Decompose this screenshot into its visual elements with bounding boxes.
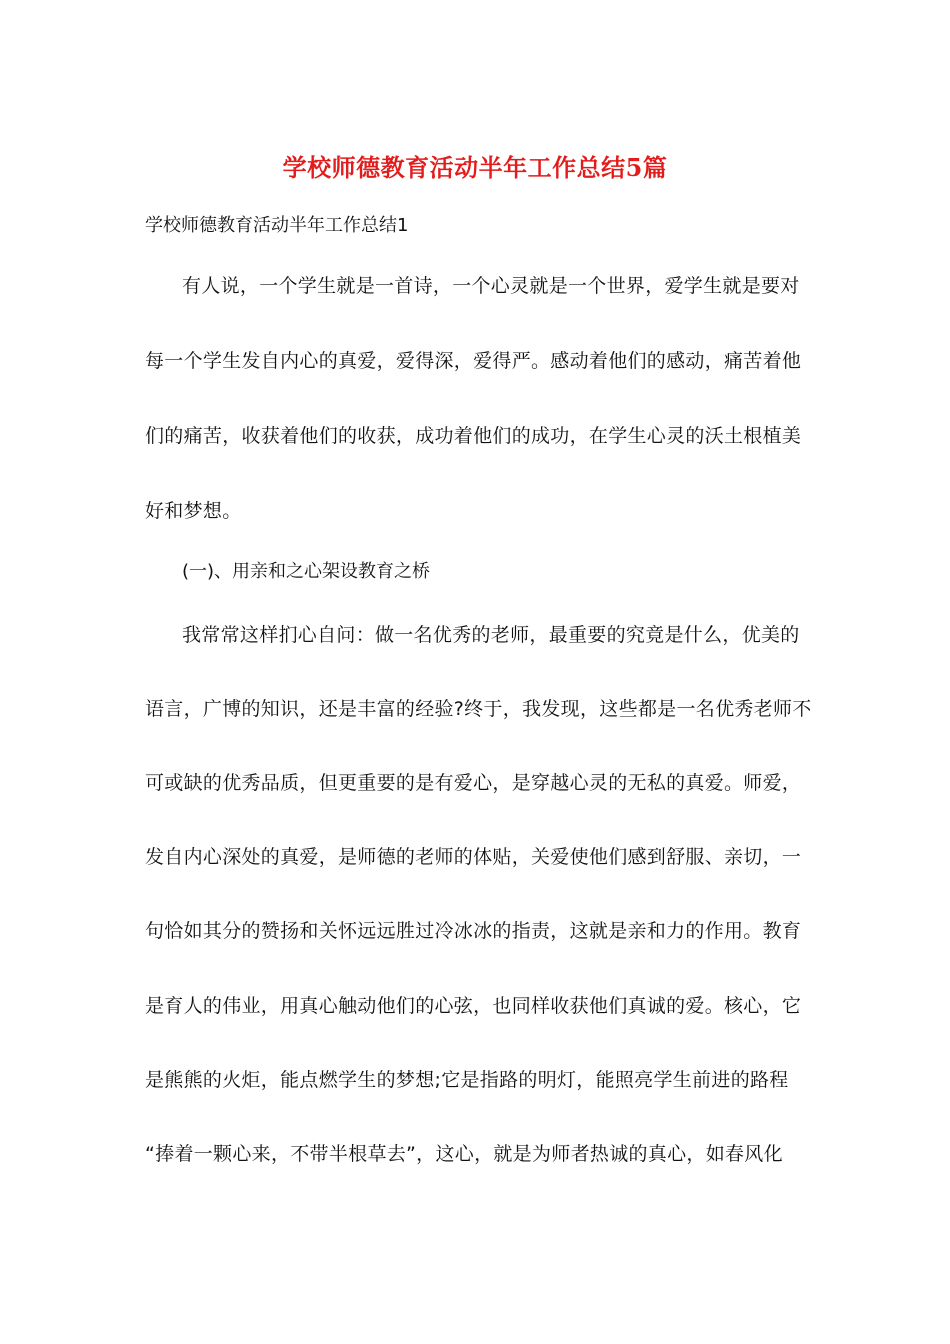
- paragraph-line: 句恰如其分的赞扬和关怀远远胜过冷冰冰的指责，这就是亲和力的作用。教育: [145, 920, 802, 942]
- document-subtitle: 学校师德教育活动半年工作总结1: [145, 215, 409, 236]
- paragraph-line: 是熊熊的火炬，能点燃学生的梦想;它是指路的明灯，能照亮学生前进的路程: [145, 1069, 789, 1091]
- paragraph-line: “捧着一颗心来，不带半根草去”，这心，就是为师者热诚的真心，如春风化: [145, 1143, 783, 1165]
- paragraph-line: 好和梦想。: [145, 500, 242, 522]
- document-title: 学校师德教育活动半年工作总结5篇: [282, 153, 668, 182]
- section-heading: (一)、用亲和之心架设教育之桥: [182, 561, 431, 582]
- paragraph-line: 们的痛苦，收获着他们的收获，成功着他们的成功，在学生心灵的沃土根植美: [145, 425, 802, 447]
- paragraph-line: 发自内心深处的真爱，是师德的老师的体贴，关爱使他们感到舒服、亲切，一: [145, 846, 802, 868]
- paragraph-line: 可或缺的优秀品质，但更重要的是有爱心，是穿越心灵的无私的真爱。师爱，: [145, 772, 802, 794]
- paragraph-line: 我常常这样扪心自问：做一名优秀的老师，最重要的究竟是什么，优美的: [182, 624, 800, 646]
- paragraph-line: 是育人的伟业，用真心触动他们的心弦，也同样收获他们真诚的爱。核心，它: [145, 995, 802, 1017]
- paragraph-line: 有人说，一个学生就是一首诗，一个心灵就是一个世界，爱学生就是要对: [182, 275, 800, 297]
- paragraph-line: 语言，广博的知识，还是丰富的经验?终于，我发现，这些都是一名优秀老师不: [145, 698, 812, 720]
- paragraph-line: 每一个学生发自内心的真爱，爱得深，爱得严。感动着他们的感动，痛苦着他: [145, 350, 802, 372]
